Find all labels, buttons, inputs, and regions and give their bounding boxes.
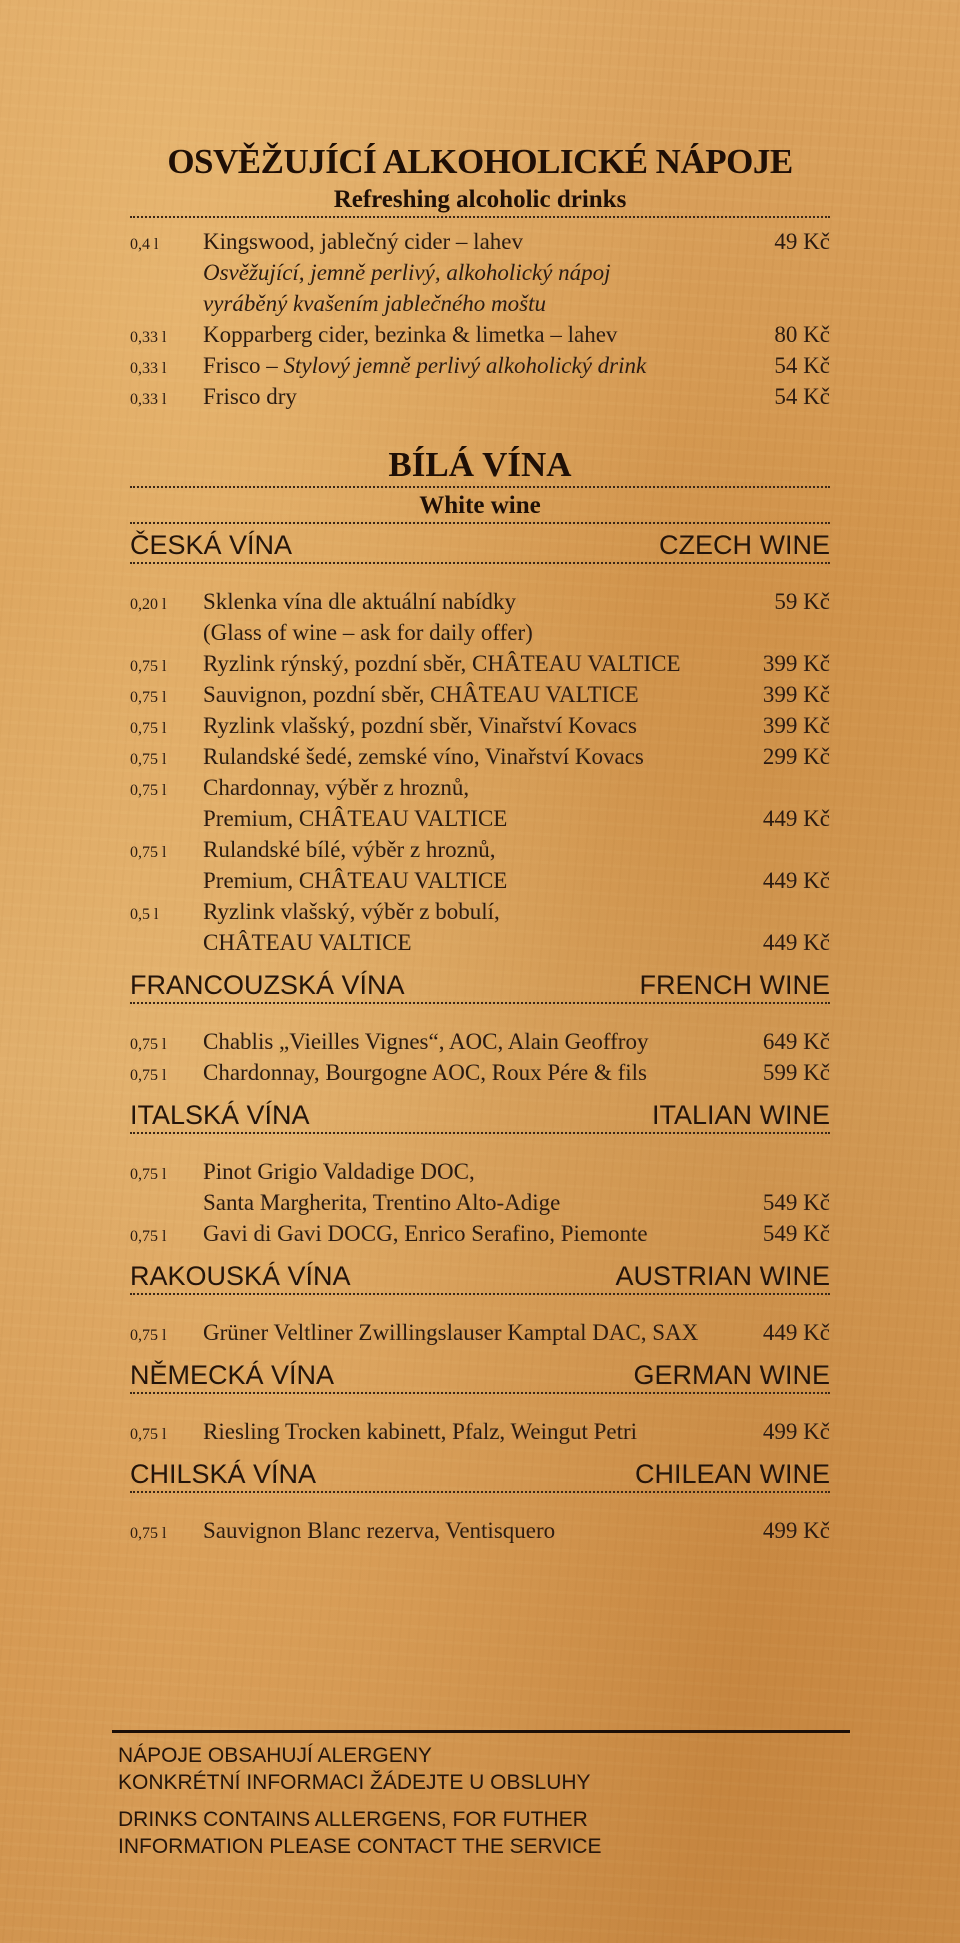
white-wine-subtitle: White wine (419, 492, 541, 519)
item-price: 499 Kč (762, 1419, 830, 1444)
section-title-en: CZECH WINE (659, 530, 830, 560)
wine-section-header (130, 1358, 830, 1392)
item-price: 499 Kč (762, 1518, 830, 1543)
item-volume: 0,33 l (130, 391, 167, 408)
item-name: Ryzlink vlašský, pozdní sběr, Vinařství Kovacs (203, 713, 637, 738)
item-name: Kopparberg cider, bezinka & limetka – lahev (203, 322, 618, 347)
white-wine-title: BÍLÁ VÍNA (388, 445, 572, 484)
wine-item (130, 1187, 830, 1218)
item-name: Pinot Grigio Valdadige DOC, (203, 1159, 475, 1184)
wine-section-header (130, 968, 830, 1002)
item-name: Grüner Veltliner Zwillingslauser Kamptal DAC, SAX (203, 1320, 699, 1345)
section-title-en: ITALIAN WINE (651, 1100, 830, 1130)
item-volume: 0,33 l (130, 360, 167, 377)
item-volume: 0,75 l (130, 1525, 167, 1542)
wine-section-header (130, 1457, 830, 1491)
section-title-cz: FRANCOUZSKÁ VÍNA (130, 970, 405, 1000)
wine-item (130, 896, 830, 927)
menu-item (130, 381, 830, 412)
item-price: 449 Kč (762, 1320, 830, 1345)
allergen-line: DRINKS CONTAINS ALLERGENS, FOR FUTHER (118, 1808, 588, 1831)
divider (130, 486, 830, 488)
item-volume: 0,75 l (130, 720, 167, 737)
wine-item (130, 1156, 830, 1187)
item-volume: 0,75 l (130, 1426, 167, 1443)
item-name: Sauvignon Blanc rezerva, Ventisquero (203, 1518, 556, 1543)
item-price: 54 Kč (774, 353, 830, 378)
wine-item (130, 1218, 830, 1249)
section-title-en: AUSTRIAN WINE (615, 1261, 830, 1291)
menu-item (130, 226, 830, 257)
item-name-italic: Stylový jemně perlivý alkoholický drink (283, 353, 647, 378)
menu-item (130, 319, 830, 350)
item-name: CHÂTEAU VALTICE (203, 930, 412, 955)
wine-item (130, 1057, 830, 1088)
menu-item-description (130, 288, 830, 319)
item-price: 449 Kč (762, 868, 830, 893)
item-name: Kingswood, jablečný cider – lahev (203, 229, 523, 254)
wine-item (130, 772, 830, 803)
item-name: Santa Margherita, Trentino Alto-Adige (203, 1190, 561, 1215)
section-title-cz: CHILSKÁ VÍNA (130, 1459, 317, 1489)
section-title-en: CHILEAN WINE (634, 1459, 830, 1489)
item-name: Ryzlink rýnský, pozdní sběr, CHÂTEAU VALTICE (203, 651, 681, 676)
item-volume: 0,4 l (130, 236, 159, 253)
item-name: Chardonnay, výběr z hroznů, (203, 775, 470, 800)
item-price: 449 Kč (762, 806, 830, 831)
item-description: vyráběný kvašením jablečného moštu (203, 291, 546, 316)
divider (130, 216, 830, 218)
wine-item (130, 648, 830, 679)
item-price: 399 Kč (762, 651, 830, 676)
item-price: 599 Kč (762, 1060, 830, 1085)
item-name: Premium, CHÂTEAU VALTICE (203, 868, 508, 893)
wine-item (130, 586, 830, 617)
item-price: 549 Kč (762, 1221, 830, 1246)
wine-section-header (130, 1098, 830, 1132)
wine-item (130, 617, 830, 648)
item-name: Frisco dry (203, 384, 297, 409)
wine-item (130, 865, 830, 896)
divider (130, 1002, 830, 1004)
item-name-plain: Frisco – (203, 353, 284, 378)
allergen-line: NÁPOJE OBSAHUJÍ ALERGENY (118, 1744, 432, 1767)
section-title-cz: ČESKÁ VÍNA (130, 530, 293, 560)
item-price: 54 Kč (774, 384, 830, 409)
item-price: 399 Kč (762, 682, 830, 707)
item-name: (Glass of wine – ask for daily offer) (203, 620, 533, 645)
wine-section-header (130, 1259, 830, 1293)
item-price: 449 Kč (762, 930, 830, 955)
item-price: 649 Kč (762, 1029, 830, 1054)
divider (130, 1491, 830, 1493)
divider (130, 1132, 830, 1134)
wine-item (130, 710, 830, 741)
divider (130, 562, 830, 564)
item-volume: 0,75 l (130, 1228, 167, 1245)
item-price: 59 Kč (774, 589, 830, 614)
item-volume: 0,75 l (130, 658, 167, 675)
item-volume: 0,5 l (130, 906, 159, 923)
item-volume: 0,75 l (130, 1067, 167, 1084)
item-volume: 0,75 l (130, 751, 167, 768)
allergen-notice-en (118, 1806, 838, 1860)
item-name: Sklenka vína dle aktuální nabídky (203, 589, 516, 614)
item-name (203, 350, 766, 381)
wine-item (130, 1317, 830, 1348)
menu-item (130, 350, 830, 381)
wine-section-header (130, 528, 830, 562)
menu-page (130, 140, 830, 1546)
wine-item (130, 1416, 830, 1447)
item-price: 299 Kč (762, 744, 830, 769)
drinks-subtitle: Refreshing alcoholic drinks (333, 186, 627, 213)
item-price: 399 Kč (762, 713, 830, 738)
wine-item (130, 927, 830, 958)
item-volume: 0,75 l (130, 1036, 167, 1053)
item-name: Gavi di Gavi DOCG, Enrico Serafino, Piemonte (203, 1221, 648, 1246)
wine-item (130, 834, 830, 865)
drinks-title: OSVĚŽUJÍCÍ ALKOHOLICKÉ NÁPOJE (167, 142, 793, 181)
wine-item (130, 679, 830, 710)
item-name: Riesling Trocken kabinett, Pfalz, Weingut Petri (203, 1419, 638, 1444)
item-name: Rulandské bílé, výběr z hroznů, (203, 837, 496, 862)
wine-item (130, 803, 830, 834)
item-name: Sauvignon, pozdní sběr, CHÂTEAU VALTICE (203, 682, 639, 707)
section-title-en: GERMAN WINE (633, 1360, 830, 1390)
item-name: Premium, CHÂTEAU VALTICE (203, 806, 508, 831)
item-volume: 0,75 l (130, 844, 167, 861)
item-name: Chablis „Vieilles Vignes“, AOC, Alain Geoffroy (203, 1029, 649, 1054)
item-price: 80 Kč (774, 322, 830, 347)
allergen-notice (118, 1742, 838, 1870)
divider (130, 1293, 830, 1295)
item-volume: 0,75 l (130, 1166, 167, 1183)
item-price: 549 Kč (762, 1190, 830, 1215)
section-title-cz: RAKOUSKÁ VÍNA (130, 1261, 351, 1291)
item-description: Osvěžující, jemně perlivý, alkoholický nápoj (203, 260, 611, 285)
section-title-en: FRENCH WINE (639, 970, 830, 1000)
footer-divider (112, 1730, 850, 1733)
section-title-cz: NĚMECKÁ VÍNA (130, 1360, 335, 1390)
item-volume: 0,75 l (130, 782, 167, 799)
item-volume: 0,75 l (130, 689, 167, 706)
item-name: Chardonnay, Bourgogne AOC, Roux Pére & fils (203, 1060, 647, 1085)
allergen-line: INFORMATION PLEASE CONTACT THE SERVICE (118, 1835, 602, 1858)
wine-item (130, 1026, 830, 1057)
wine-sections (130, 528, 830, 1546)
item-name: Ryzlink vlašský, výběr z bobulí, (203, 899, 500, 924)
menu-item-description (130, 257, 830, 288)
item-volume: 0,20 l (130, 596, 167, 613)
item-volume: 0,33 l (130, 329, 167, 346)
divider (130, 522, 830, 524)
divider (130, 1392, 830, 1394)
item-price: 49 Kč (774, 229, 830, 254)
wine-item (130, 1515, 830, 1546)
item-name: Rulandské šedé, zemské víno, Vinařství Kovacs (203, 744, 644, 769)
wine-item (130, 741, 830, 772)
item-volume: 0,75 l (130, 1327, 167, 1344)
allergen-line: KONKRÉTNÍ INFORMACI ŽÁDEJTE U OBSLUHY (118, 1771, 591, 1794)
allergen-notice-cz (118, 1742, 838, 1796)
section-title-cz: ITALSKÁ VÍNA (130, 1100, 310, 1130)
